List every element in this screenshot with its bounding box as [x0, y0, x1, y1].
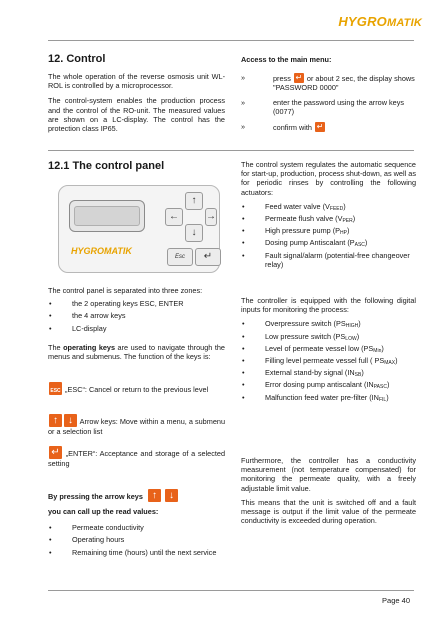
lc-display — [69, 200, 145, 232]
panel-zones — [48, 286, 225, 336]
list-item: » press ↵ or about 2 sec, the display shows "PASSWORD 0000" — [241, 73, 416, 92]
access-heading: Access to the main menu: — [241, 55, 332, 64]
read-values-heading-1: By pressing the arrow keys — [48, 492, 143, 501]
list-item: • External stand-by signal $(IN_{SB})$ — [241, 368, 416, 377]
paragraph-operating-keys: The operating keys are used to navigate through the menus and submenus. The function of the keys is: — [48, 343, 225, 362]
paragraph-switch-off: This means that the unit is switched off and a fault message is output if the limit value of the permeate conductivity is exceeded during operation. — [241, 498, 416, 526]
enter-key-icon — [49, 446, 62, 459]
list-item: • the 2 operating keys ESC, ENTER — [48, 299, 225, 308]
read-values — [48, 489, 225, 560]
read-values-list — [48, 523, 225, 557]
esc-description: „ESC“: Cancel or return to the previous level — [65, 385, 209, 394]
footer-rule — [48, 590, 414, 591]
list-item: • Level of permeate vessel low $(PS_{Min})$ — [241, 344, 416, 353]
enter-key-icon — [315, 122, 325, 132]
list-item: » enter the password using the arrow keys (0077) — [241, 98, 416, 116]
list-item: • Malfunction feed water pre-filter $(IN_{FIL})$ — [241, 393, 416, 402]
left-intro — [48, 72, 225, 133]
list-item: • Fault signal/alarm (potential-free changeover relay) — [241, 251, 416, 269]
arrow-left-key: ← — [165, 208, 183, 226]
panel-esc-key: Esc — [167, 248, 193, 266]
read-values-heading-2: you can call up the read values: — [48, 507, 159, 516]
enter-key-desc — [48, 446, 225, 468]
list-item: • Filling level permeate vessel full ( $PS_{MAX}$) — [241, 356, 416, 365]
list-item: • Low pressure switch $(PS_{LOW})$ — [241, 332, 416, 341]
panel-logo: HYGROMATIK — [71, 246, 132, 256]
list-item: • Error dosing pump antiscalant $(IN_{PASC})$ — [241, 380, 416, 389]
list-item: • High pressure pump $(P_{HP})$ — [241, 226, 416, 235]
access-steps — [241, 73, 416, 132]
list-item: • Permeate flush valve $(V_{PER})$ — [241, 214, 416, 223]
section-12-1 — [48, 160, 225, 172]
page-number: Page 40 — [382, 596, 410, 605]
access-main-menu — [241, 55, 416, 137]
control-panel-illustration — [58, 185, 220, 273]
list-item: • Feed water valve $(V_{FEED})$ — [241, 202, 416, 211]
section-rule — [48, 150, 414, 151]
actuators-section — [241, 160, 416, 272]
panel-enter-key: ↵ — [195, 248, 221, 266]
arrow-up-icon — [49, 414, 62, 427]
paragraph-zones: The control panel is separated into three zones: — [48, 286, 203, 295]
zones-list — [48, 299, 225, 333]
list-item: • Operating hours — [48, 535, 225, 544]
paragraph-regulates: The control system regulates the automatic sequence for start-up, production, process shut-down, as well as for periodic rinses by controlling the following actuators: — [241, 160, 416, 197]
list-item: » confirm with ↵ — [241, 122, 416, 132]
list-item: • Overpressure switch $(PS_{HIGH})$ — [241, 319, 416, 328]
inputs-section — [241, 296, 416, 405]
arrow-up-icon — [148, 489, 161, 502]
paragraph-intro: The whole operation of the reverse osmosis unit WL-ROL is controlled by a microprocessor. — [48, 72, 225, 91]
arrow-down-key: ↓ — [185, 224, 203, 242]
hygromatik-logo: HYGROMATIK — [338, 14, 422, 29]
list-item: • Permeate conductivity — [48, 523, 225, 532]
arrow-keys-desc — [48, 414, 225, 436]
arrow-right-key: → — [205, 208, 217, 226]
list-item: • Remaining time (hours) until the next service — [48, 548, 225, 557]
arrow-up-key: ↑ — [185, 192, 203, 210]
section-12 — [48, 53, 225, 65]
arrow-down-icon — [64, 414, 77, 427]
paragraph-control-system: The control-system enables the production process and the control of the RO-unit. The measured values are shown on a LC-display. The control has the protection class IP65. — [48, 96, 225, 134]
paragraph-inputs: The controller is equipped with the following digital inputs for monitoring the process: — [241, 296, 416, 315]
header-rule — [48, 40, 414, 41]
enter-description: „ENTER“: Acceptance and storage of a selected setting — [48, 449, 226, 468]
list-item: • LC-display — [48, 324, 225, 333]
conductivity-section — [241, 456, 416, 493]
operating-keys — [48, 343, 225, 361]
section-12-1-heading: 12.1 The control panel — [48, 160, 165, 172]
arrow-down-icon — [165, 489, 178, 502]
inputs-list — [241, 319, 416, 401]
list-item: • the 4 arrow keys — [48, 311, 225, 320]
enter-key-icon — [294, 73, 304, 83]
esc-key-icon — [49, 382, 62, 395]
list-item: • Dosing pump Antiscalant $(P_{ASC})$ — [241, 238, 416, 247]
arrow-description: Arrow keys: Move within a menu, a submenu or a selection list — [48, 417, 225, 436]
actuators-list — [241, 202, 416, 269]
esc-key-desc — [48, 382, 225, 395]
switch-off-section — [241, 498, 416, 526]
paragraph-conductivity: Furthermore, the controller has a conductivity measurement (not temperature compensated) for monitoring the permeate quality, with a freely adjustable limit value. — [241, 456, 416, 493]
section-12-heading: 12. Control — [48, 53, 106, 65]
